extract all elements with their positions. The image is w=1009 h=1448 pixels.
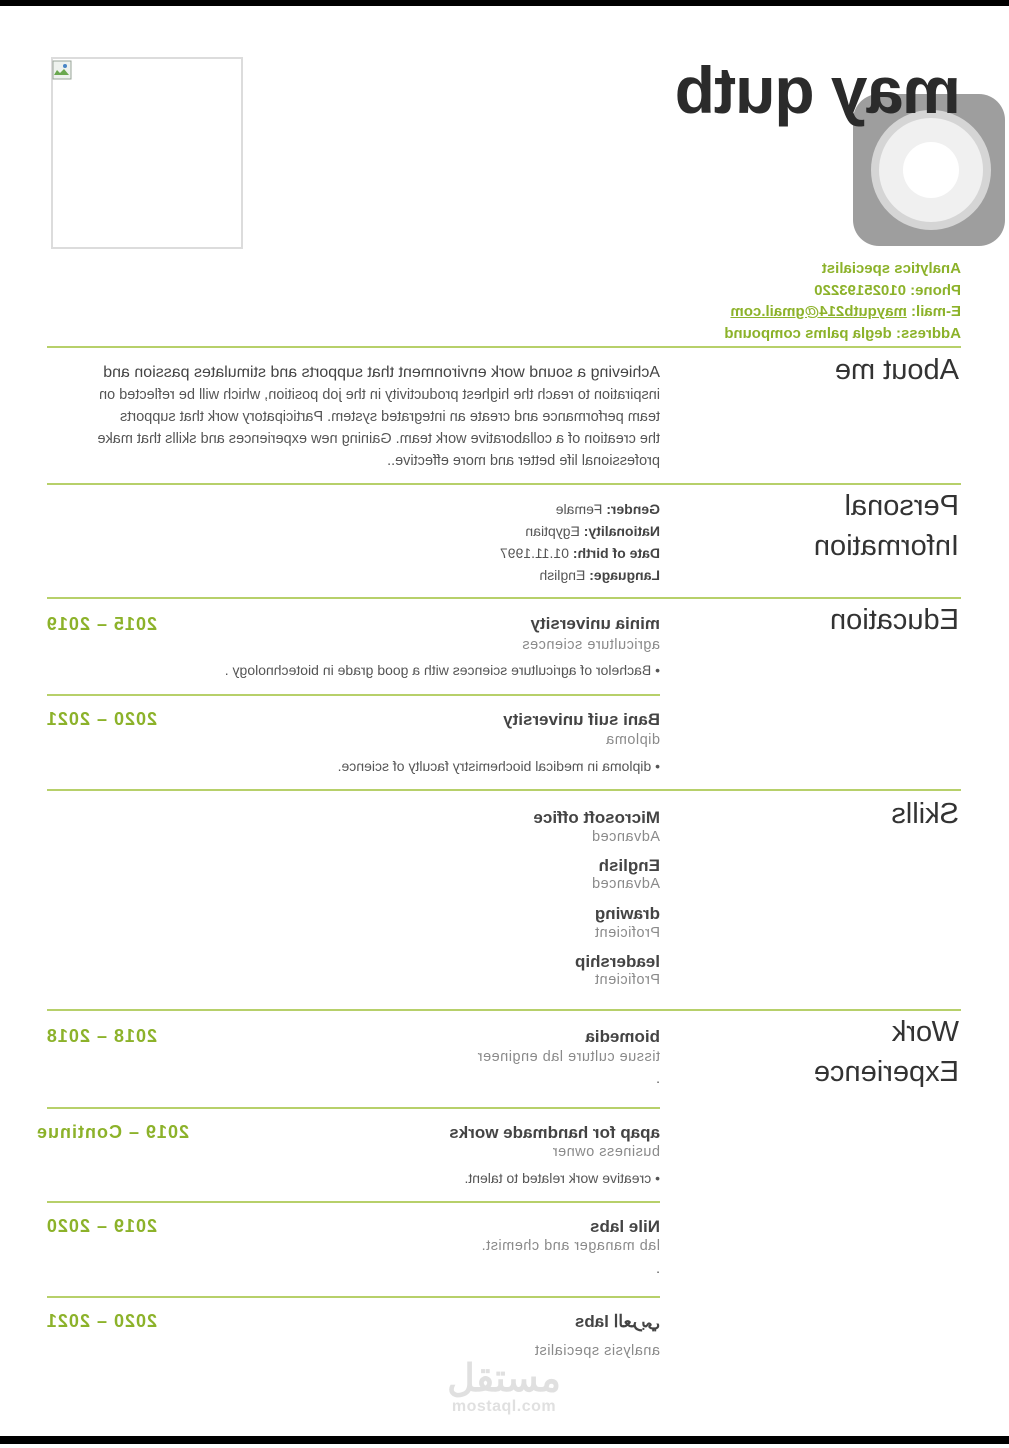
skill-level: Advanced bbox=[591, 876, 660, 892]
work-title: biomedia bbox=[585, 1027, 660, 1046]
bottom-border bbox=[0, 1436, 1009, 1444]
work-dates: 2019 – Continue bbox=[35, 1122, 189, 1142]
work-title: apap for handmade works bbox=[449, 1123, 660, 1142]
profile-photo-placeholder bbox=[51, 57, 243, 249]
entry-divider bbox=[47, 1201, 660, 1203]
personal-details bbox=[500, 498, 660, 586]
education-sub: agriculture sciences bbox=[521, 637, 660, 653]
work-sub: analysis specialist bbox=[534, 1343, 660, 1359]
section-divider bbox=[47, 346, 961, 348]
language-line: Language: English bbox=[539, 567, 660, 583]
skill-level: Proficient bbox=[594, 972, 660, 988]
education-title: Bani suif university bbox=[503, 710, 660, 729]
about-heading: About me bbox=[834, 354, 959, 386]
contact-block bbox=[724, 258, 961, 344]
education-heading: Education bbox=[830, 604, 959, 636]
email-line: E-mail: mayqutb214@gmail.com bbox=[730, 303, 961, 320]
candidate-name: may qutb bbox=[675, 53, 961, 127]
work-heading: Work Experience bbox=[813, 1016, 959, 1088]
work-dates: 2018 – 2018 bbox=[45, 1026, 157, 1046]
education-sub: diploma bbox=[605, 732, 660, 748]
section-divider bbox=[47, 789, 961, 791]
section-divider bbox=[47, 1009, 961, 1011]
work-sub: tissue culture lab engineer bbox=[477, 1049, 660, 1065]
email-link[interactable]: mayqutb214@gmail.com bbox=[730, 303, 907, 320]
skill-name: drawing bbox=[594, 904, 660, 923]
skill-name: English bbox=[598, 856, 660, 875]
skill-level: Proficient bbox=[594, 925, 660, 941]
skill-name: leadership bbox=[574, 952, 660, 971]
skills-heading: Skills bbox=[891, 798, 959, 830]
entry-divider bbox=[47, 694, 660, 696]
address-line: Address: degla palms compound bbox=[724, 324, 961, 342]
skill-name: Microsoft office bbox=[533, 808, 660, 827]
work-title: العربي labs bbox=[574, 1312, 660, 1331]
job-title: Analytics specialist bbox=[821, 260, 961, 277]
work-dates: 2019 – 2020 bbox=[45, 1216, 157, 1236]
work-bullet: • creative work related to talent. bbox=[464, 1170, 660, 1186]
personal-heading: Personal Information bbox=[813, 490, 959, 562]
work-bullet: . bbox=[656, 1260, 660, 1276]
skill-level: Advanced bbox=[591, 829, 660, 845]
section-divider bbox=[47, 597, 961, 599]
work-title: Nile labs bbox=[590, 1217, 660, 1236]
work-bullet: . bbox=[656, 1070, 660, 1086]
section-divider bbox=[47, 483, 961, 485]
mostaql-watermark: مستقل mostaql.com bbox=[447, 1358, 561, 1415]
work-sub: business owner bbox=[552, 1144, 660, 1160]
broken-image-icon bbox=[51, 59, 73, 81]
phone-line: Phone: 01025193220 bbox=[814, 281, 961, 299]
nationality-line: Nationality: Egyptian bbox=[525, 523, 660, 539]
gender-line: Gender: Female bbox=[555, 501, 660, 517]
education-dates: 2015 – 2019 bbox=[45, 614, 157, 634]
entry-divider bbox=[47, 1296, 660, 1298]
education-bullet: • Bachelor of agriculture sciences with a good grade in biotechnology . bbox=[224, 662, 660, 678]
work-dates: 2020 – 2021 bbox=[45, 1311, 157, 1331]
education-title: minia university bbox=[530, 614, 660, 633]
education-bullet: • diploma in medical biochemistry faculty of science. bbox=[337, 758, 660, 774]
work-sub: lab manager and chemist. bbox=[481, 1238, 660, 1254]
entry-divider bbox=[47, 1107, 660, 1109]
about-text: Achieving a sound work environment that supports and stimulates passion and inspiration to reach the highest productivity in the job position, which will be reflected on team performance and create an integrated system. Participatory work that supports the creation of a collaborative work team. Gaining new experiences and skills that make professional life better and more effective.. bbox=[97, 364, 660, 469]
education-dates: 2020 – 2021 bbox=[45, 709, 157, 729]
dob-line: Date of birth: 01.11.1997 bbox=[499, 545, 660, 561]
